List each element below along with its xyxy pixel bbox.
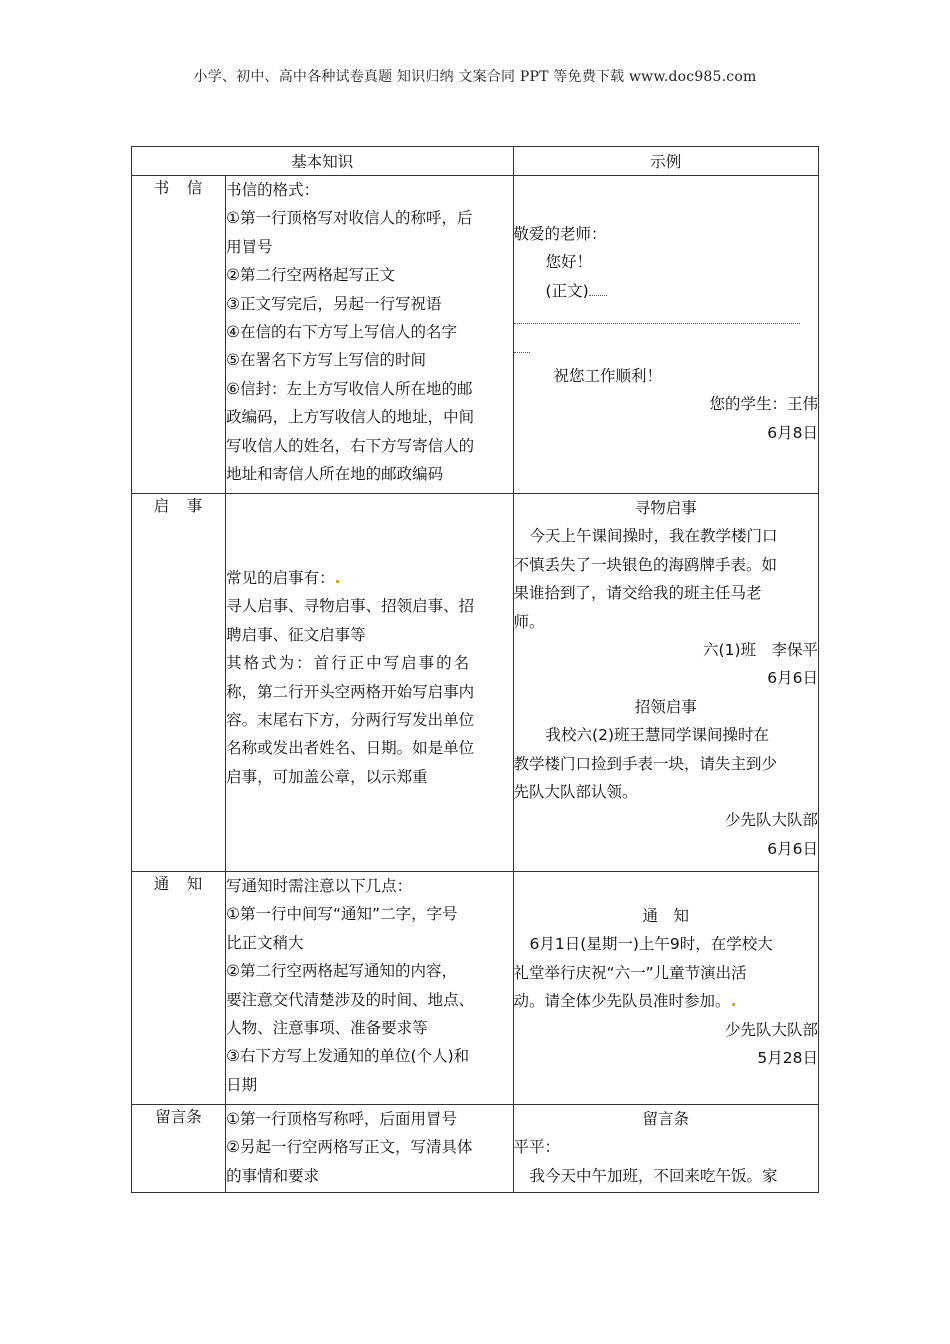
memo-title: 留言条 <box>642 1110 690 1128</box>
knowledge-line: 日期 <box>226 1075 258 1094</box>
row-knowledge <box>226 872 513 1105</box>
notification-body-line: 6月1日(星期一)上午9时，在学校大 <box>529 935 773 954</box>
header-knowledge: 基本知识 <box>132 147 514 176</box>
knowledge-line: 用冒号 <box>226 237 273 256</box>
page-header: 小学、初中、高中各种试卷真题 知识归纳 文案合同 PPT 等免费下载 www.doc985.com <box>193 69 757 85</box>
notice-signature: 少先队大队部 <box>724 811 818 830</box>
knowledge-line: 书信的格式： <box>226 181 320 199</box>
letter-hello: 您好！ <box>545 253 593 272</box>
notification-title: 通 知 <box>642 907 690 925</box>
knowledge-line: 地址和寄信人所在地的邮政编码 <box>226 465 444 484</box>
row-category: 留言条 <box>132 1105 226 1193</box>
knowledge-line: ⑤在署名下方写上写信的时间 <box>226 351 427 370</box>
knowledge-table <box>131 146 819 1193</box>
notification-signature: 少先队大队部 <box>724 1020 818 1039</box>
knowledge-line: ③右下方写上发通知的单位(个人)和 <box>226 1047 470 1066</box>
letter-body: (正文) <box>545 281 589 300</box>
letter-greeting: 敬爱的老师： <box>513 225 607 243</box>
letter-date: 6月8日 <box>767 423 818 442</box>
knowledge-line: 其格式为：首行正中写启事的名 <box>226 654 472 673</box>
notice-body-line: 今天上午课间操时，我在教学楼门口 <box>529 527 778 546</box>
knowledge-line: 称，第二行开头空两格开始写启事内 <box>226 682 475 701</box>
notice-body-line: 我校六(2)班王慧同学课间操时在 <box>545 726 770 745</box>
notice-title: 招领启事 <box>634 697 697 716</box>
knowledge-line: ②第二行空两格起写正文 <box>226 266 396 285</box>
knowledge-line: 要注意交代清楚涉及的时间、地点、 <box>226 990 475 1009</box>
table-header-row <box>132 147 819 176</box>
letter-dotted-line <box>514 305 818 333</box>
memo-body: 我今天中午加班，不回来吃午饭。家 <box>529 1166 778 1185</box>
notice-date: 6月6日 <box>767 669 818 688</box>
row-knowledge <box>226 1105 513 1193</box>
notification-body-line: 礼堂举行庆祝“六一”儿童节演出活 <box>513 963 747 982</box>
knowledge-line: 名称或发出者姓名、日期。如是单位 <box>226 739 475 758</box>
row-example <box>513 176 818 494</box>
header-example: 示例 <box>513 147 818 176</box>
knowledge-line: 人物、注意事项、准备要求等 <box>226 1019 428 1038</box>
knowledge-line: 写通知时需注意以下几点： <box>226 877 413 895</box>
notice-body-line: 师。 <box>513 612 545 631</box>
knowledge-line: 政编码，上方写收信人的地址，中间 <box>226 408 475 427</box>
knowledge-line: 的事情和要求 <box>226 1166 320 1185</box>
table-row <box>132 1105 819 1193</box>
knowledge-line: 常见的启事有：. <box>226 569 341 587</box>
knowledge-line: ②第二行空两格起写通知的内容， <box>226 962 458 981</box>
knowledge-line: ①第一行顶格写称呼，后面用冒号 <box>226 1110 458 1128</box>
row-category: 书 信 <box>132 176 226 494</box>
memo-greeting: 平平： <box>513 1138 561 1157</box>
knowledge-line: 寻人启事、寻物启事、招领启事、招 <box>226 597 475 616</box>
knowledge-line: ①第一行顶格写对收信人的称呼，后 <box>226 209 473 228</box>
notice-date: 6月6日 <box>767 839 818 858</box>
notice-body-line: 不慎丢失了一块银色的海鸥牌手表。如 <box>513 555 778 574</box>
notice-body-line: 先队大队部认领。 <box>513 783 638 802</box>
letter-signature: 您的学生：王伟 <box>709 395 818 414</box>
row-category: 启 事 <box>132 494 226 872</box>
table-row <box>132 872 819 1105</box>
notice-body-line: 教学楼门口捡到手表一块，请失主到少 <box>513 754 778 773</box>
row-example <box>513 494 818 872</box>
row-knowledge <box>226 176 513 494</box>
letter-wish: 祝您工作顺利！ <box>553 367 663 386</box>
knowledge-line: 聘启事、征文启事等 <box>226 625 366 644</box>
row-category: 通 知 <box>132 872 226 1105</box>
knowledge-line: 容。末尾右下方，分两行写发出单位 <box>226 711 475 730</box>
row-example <box>513 1105 818 1193</box>
letter-body-line <box>514 277 818 305</box>
notice-title: 寻物启事 <box>634 499 697 517</box>
knowledge-line: ⑥信封：左上方写收信人所在地的邮 <box>226 379 473 398</box>
knowledge-line: 比正文稍大 <box>226 933 304 952</box>
notice-body-line: 果谁拾到了，请交给我的班主任马老 <box>513 584 762 603</box>
knowledge-line: ③正文写完后，另起一行写祝语 <box>226 294 442 313</box>
notice-signature: 六(1)班 李保平 <box>703 641 818 660</box>
knowledge-line: ②另起一行空两格写正文，写清具体 <box>226 1138 473 1157</box>
knowledge-line: 启事，可加盖公章，以示郑重 <box>226 767 428 786</box>
row-knowledge <box>226 494 513 872</box>
row-example <box>513 872 818 1105</box>
table-row <box>132 176 819 494</box>
letter-dotted-line-short <box>514 334 818 362</box>
knowledge-line: ④在信的右下方写上写信人的名字 <box>226 323 458 342</box>
notification-body-line: 动。请全体少先队员准时参加。. <box>513 992 737 1011</box>
knowledge-line: 写收信人的姓名，右下方写寄信人的 <box>226 436 475 455</box>
knowledge-line: ①第一行中间写“通知”二字，字号 <box>226 905 458 924</box>
notification-date: 5月28日 <box>757 1049 818 1068</box>
table-row <box>132 494 819 872</box>
